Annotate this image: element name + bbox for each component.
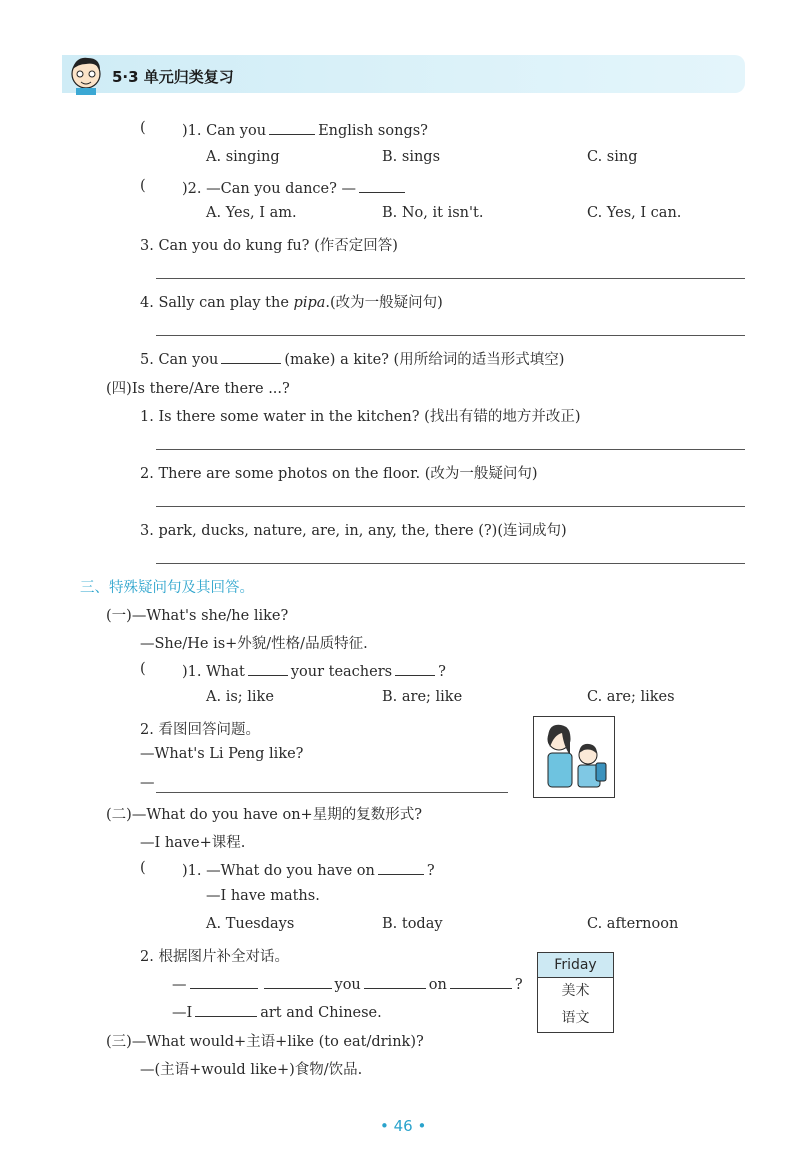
mascot-icon xyxy=(66,52,106,96)
sub3-title: (三)—What would+主语+like (to eat/drink)? xyxy=(106,1034,424,1050)
sub1-q2-question: —What's Li Peng like? xyxy=(140,746,304,762)
sub2-q1-paren: ( xyxy=(140,860,146,876)
q2-option-c: C. Yes, I can. xyxy=(587,205,682,221)
sub2-q1-reply: —I have maths. xyxy=(206,888,320,904)
sub2-q2-line2: —I art and Chinese. xyxy=(172,1002,382,1021)
sub2-q1-stem: )1. —What do you have on ? xyxy=(182,860,435,879)
sub1-title: (一)—What's she/he like? xyxy=(106,608,289,624)
sub1-q1-option-a: A. is; like xyxy=(206,689,274,705)
q1-option-a: A. singing xyxy=(206,149,280,165)
q3-text: 3. Can you do kung fu? (作否定回答) xyxy=(140,238,398,254)
part4-q3-line xyxy=(156,563,745,564)
sub2-q2-line1: — you on ? xyxy=(172,974,523,993)
q4-answer-line xyxy=(156,335,745,336)
sub2-q2-title: 2. 根据图片补全对话。 xyxy=(140,949,289,965)
part4-q1: 1. Is there some water in the kitchen? (找出有错的地方并改正) xyxy=(140,409,581,425)
friday-timetable xyxy=(537,952,614,1033)
q1-option-b: B. sings xyxy=(382,149,441,165)
sub2-q1-option-a: A. Tuesdays xyxy=(206,916,295,932)
q4-text: 4. Sally can play the pipa.(改为一般疑问句) xyxy=(140,295,443,311)
part4-title: (四)Is there/Are there ...? xyxy=(106,381,290,397)
q1-paren: ( xyxy=(140,120,146,136)
sub2-title: (二)—What do you have on+星期的复数形式? xyxy=(106,807,422,823)
sub1-q2-answer-line xyxy=(156,792,508,793)
sub1-q2-dash: — xyxy=(140,775,155,791)
q1-stem: )1. Can you English songs? xyxy=(182,120,428,139)
sub1-q1-stem: )1. What your teachers ? xyxy=(182,661,446,680)
sub3-pattern: —(主语+would like+)食物/饮品. xyxy=(140,1062,363,1078)
q1-option-c: C. sing xyxy=(587,149,638,165)
part4-q2: 2. There are some photos on the floor. (改为一般疑问句) xyxy=(140,466,538,482)
part4-q3: 3. park, ducks, nature, are, in, any, the, there (?)(连词成句) xyxy=(140,523,567,539)
sub1-q1-option-c: C. are; likes xyxy=(587,689,675,705)
sub2-q1-option-c: C. afternoon xyxy=(587,916,679,932)
timetable-subject-art: 美术 xyxy=(561,983,590,999)
q2-option-b: B. No, it isn't. xyxy=(382,205,484,221)
section3-title: 三、特殊疑问句及其回答。 xyxy=(80,580,254,596)
q2-option-a: A. Yes, I am. xyxy=(206,205,297,221)
sub2-pattern: —I have+课程. xyxy=(140,835,246,851)
q2-paren: ( xyxy=(140,178,146,194)
page-number: • 46 • xyxy=(380,1117,427,1135)
part4-q1-line xyxy=(156,449,745,450)
q3-answer-line xyxy=(156,278,745,279)
q2-stem: )2. —Can you dance? — xyxy=(182,178,408,197)
sub1-pattern: —She/He is+外貌/性格/品质特征. xyxy=(140,636,368,652)
li-peng-picture xyxy=(533,716,615,798)
q5-text: 5. Can you (make) a kite? (用所给词的适当形式填空) xyxy=(140,348,564,369)
sub1-q1-option-b: B. are; like xyxy=(382,689,463,705)
sub1-q2-title: 2. 看图回答问题。 xyxy=(140,722,260,738)
sub1-q1-paren: ( xyxy=(140,661,146,677)
timetable-subject-chinese: 语文 xyxy=(561,1010,590,1026)
header-title: 5·3 单元归类复习 xyxy=(112,68,234,86)
sub2-q1-option-b: B. today xyxy=(382,916,443,932)
timetable-day: Friday xyxy=(538,953,613,978)
part4-q2-line xyxy=(156,506,745,507)
